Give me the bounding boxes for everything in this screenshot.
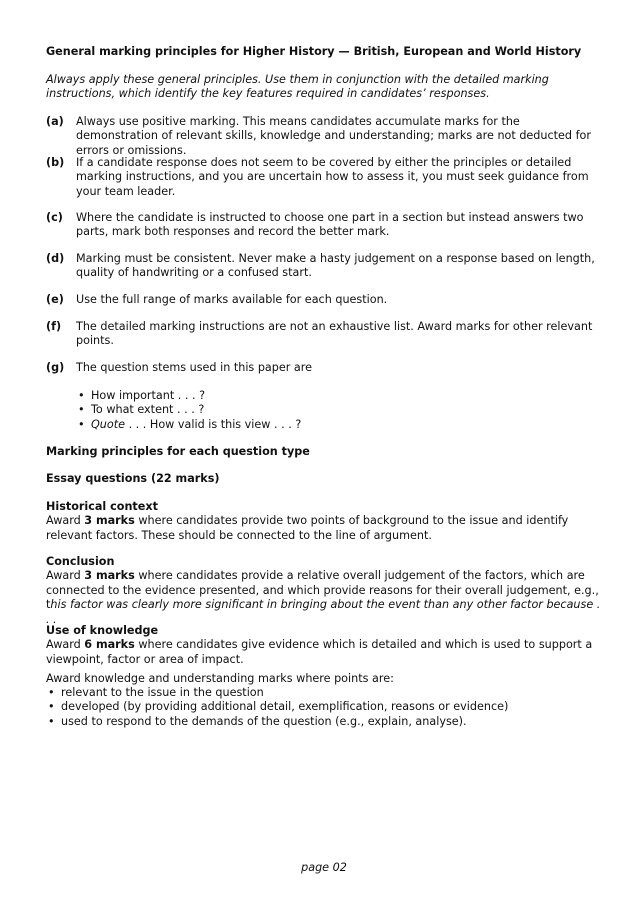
principle-b xyxy=(46,156,602,199)
principle-label: (d) xyxy=(46,252,65,265)
section-heading: Historical context xyxy=(46,500,158,513)
bullet-icon: • xyxy=(48,714,55,728)
list-item xyxy=(76,403,602,417)
marks-value: 3 marks xyxy=(84,569,135,583)
principle-label: (f) xyxy=(46,320,62,333)
intro-text: Always apply these general principles. Use them in conjunction with the detailed marking instructions, which identify the key features required in candidates’ responses. xyxy=(46,73,549,101)
list-item xyxy=(46,686,602,700)
award-intro: Award knowledge and understanding marks where points are: xyxy=(46,672,394,685)
section-heading: Use of knowledge xyxy=(46,624,159,637)
stem-quote: Quote xyxy=(91,417,126,431)
question-stems-list xyxy=(76,389,602,432)
principle-a xyxy=(46,115,602,158)
principle-text: Use the full range of marks available for each question. xyxy=(76,293,388,306)
stem-text: How important . . . ? xyxy=(91,389,206,402)
body-text: Award xyxy=(46,514,85,528)
principle-text: If a candidate response does not seem to be covered by either the principles or detailed marking instructions, and you are uncertain how to assess it, you must seek guidance from your team leader. xyxy=(76,156,589,198)
body-text: where candidates give evidence which is detailed and which is used to support a viewpoint, factor or area of impact. xyxy=(46,638,593,666)
award-point: developed (by providing additional detail, exemplification, reasons or evidence) xyxy=(61,700,509,714)
page-title: General marking principles for Higher History — British, European and World History xyxy=(46,45,582,58)
principle-label: (a) xyxy=(46,115,64,128)
principle-f xyxy=(46,320,602,349)
page-number: page 02 xyxy=(301,861,347,874)
bullet-icon: • xyxy=(48,686,55,699)
bullet-icon: • xyxy=(78,389,85,402)
marks-value: 6 marks xyxy=(84,638,135,652)
principle-c xyxy=(46,211,602,240)
conclusion-section xyxy=(46,555,602,627)
principle-d xyxy=(46,252,602,281)
section-body xyxy=(46,569,602,627)
list-item xyxy=(46,700,602,714)
body-text: where candidates provide a relative overall judgement of the factors, which are connected to the evidence presented, and which provide reasons for their overall judgement, e.g., t xyxy=(46,569,599,612)
question-type-heading: Marking principles for each question type xyxy=(46,445,310,458)
principle-label: (e) xyxy=(46,293,64,306)
award-point: used to respond to the demands of the question (e.g., explain, analyse). xyxy=(61,714,467,728)
list-item xyxy=(46,715,602,729)
example-text: his factor was clearly more significant in bringing about the event than any other factor because . . . xyxy=(46,598,601,626)
award-points-list xyxy=(46,686,602,729)
stem-text: . . . How valid is this view . . . ? xyxy=(125,417,302,431)
list-item xyxy=(76,389,602,403)
award-point: relevant to the issue in the question xyxy=(61,686,264,699)
use-of-knowledge-section xyxy=(46,624,602,667)
principle-label: (b) xyxy=(46,156,65,169)
bullet-icon: • xyxy=(78,403,85,417)
principle-text: The question stems used in this paper are xyxy=(76,361,313,374)
principle-e xyxy=(46,293,602,307)
body-text: Award xyxy=(46,638,85,652)
principle-text: The detailed marking instructions are not an exhaustive list. Award marks for other relevant points. xyxy=(76,320,593,348)
principle-label: (g) xyxy=(46,361,65,374)
marks-value: 3 marks xyxy=(84,514,135,528)
bullet-icon: • xyxy=(78,417,85,431)
document-page xyxy=(46,0,602,902)
list-item xyxy=(76,418,602,432)
principle-text: Marking must be consistent. Never make a hasty judgement on a response based on length, quality of handwriting or a confused start. xyxy=(76,252,595,280)
principle-label: (c) xyxy=(46,211,63,224)
section-heading: Conclusion xyxy=(46,555,115,568)
bullet-icon: • xyxy=(48,700,55,714)
body-text: where candidates provide two points of background to the issue and identify relevant factors. These should be connected to the line of argument. xyxy=(46,514,569,542)
historical-context-section xyxy=(46,500,602,543)
essay-heading: Essay questions (22 marks) xyxy=(46,472,220,485)
body-text: Award xyxy=(46,569,85,583)
principle-g xyxy=(46,361,602,375)
principle-text: Always use positive marking. This means candidates accumulate marks for the demonstration of relevant skills, knowledge and understanding; marks are not deducted for errors or omissions. xyxy=(76,115,591,157)
section-body xyxy=(46,514,602,543)
section-body xyxy=(46,638,602,667)
principle-text: Where the candidate is instructed to choose one part in a section but instead answers two parts, mark both responses and record the better mark. xyxy=(76,211,584,239)
stem-text: To what extent . . . ? xyxy=(91,403,205,417)
